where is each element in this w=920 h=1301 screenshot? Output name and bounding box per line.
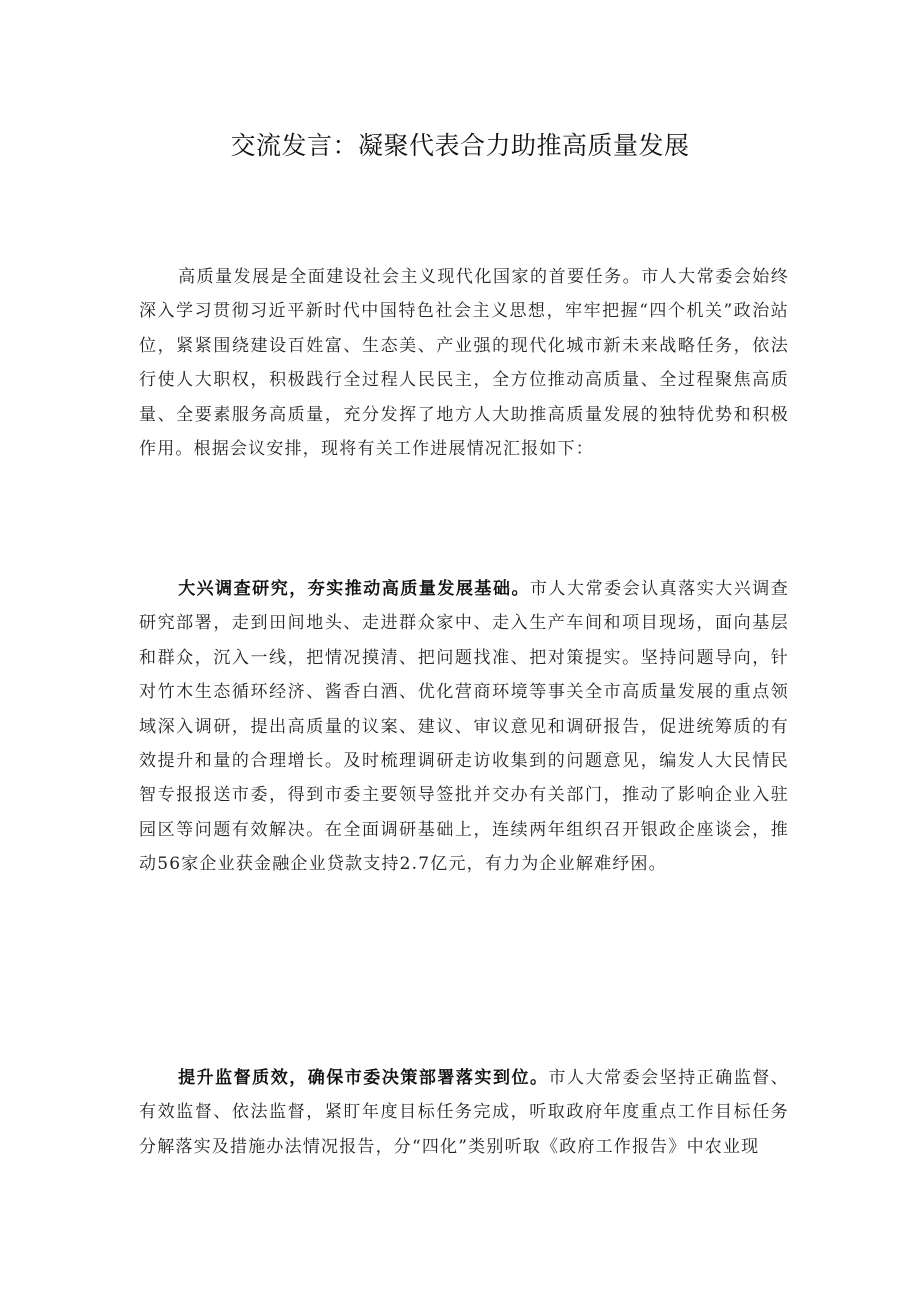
paragraph-text: 市人大常委会认真落实大兴调查研究部署，走到田间地头、走进群众家中、走入生产车间和项目现场，面向基层和群众，沉入一线，把情况摸清、把问题找准、把对策提实。坚持问题导向，针对竹木生态循环经济、酱香白酒、优化营商环境等事关全市高质量发展的重点领域深入调研，提出高质量的议案、建议、审议意见和调研报告，促进统筹质的有效提升和量的合理增长。及时梳理调研走访收集到的问题意见，编发人大民情民智专报报送市委，得到市委主要领导签批并交办有关部门，推动了影响企业入驻园区等问题有效解决。在全面调研基础上，连续两年组织召开银政企座谈会，推动56家企业获金融企业贷款支持2.7亿元，有力为企业解难纾困。 xyxy=(139,579,789,875)
body-paragraph-supervision xyxy=(139,1061,789,1164)
paragraph-heading: 大兴调查研究，夯实推动高质量发展基础。 xyxy=(178,579,530,599)
paragraph-text: 高质量发展是全面建设社会主义现代化国家的首要任务。市人大常委会始终深入学习贯彻习近平新时代中国特色社会主义思想，牢牢把握“四个机关”政治站位，紧紧围绕建设百姓富、生态美、产业强的现代化城市新未来战略任务，依法行使人大职权，积极践行全过程人民民主，全方位推动高质量、全过程聚焦高质量、全要素服务高质量，充分发挥了地方人大助推高质量发展的独特优势和积极作用。根据会议安排，现将有关工作进展情况汇报如下： xyxy=(139,267,789,460)
paragraph-heading: 提升监督质效，确保市委决策部署落实到位。 xyxy=(178,1068,549,1088)
document-title: 交流发言：凝聚代表合力助推高质量发展 xyxy=(230,131,690,160)
body-paragraph-intro xyxy=(139,260,789,466)
paragraph-text: 市人大常委会坚持正确监督、有效监督、依法监督，紧盯年度目标任务完成，听取政府年度重点工作目标任务分解落实及措施办法情况报告，分“四化”类别听取《政府工作报告》中农业现 xyxy=(139,1068,789,1157)
body-paragraph-research xyxy=(139,572,789,882)
